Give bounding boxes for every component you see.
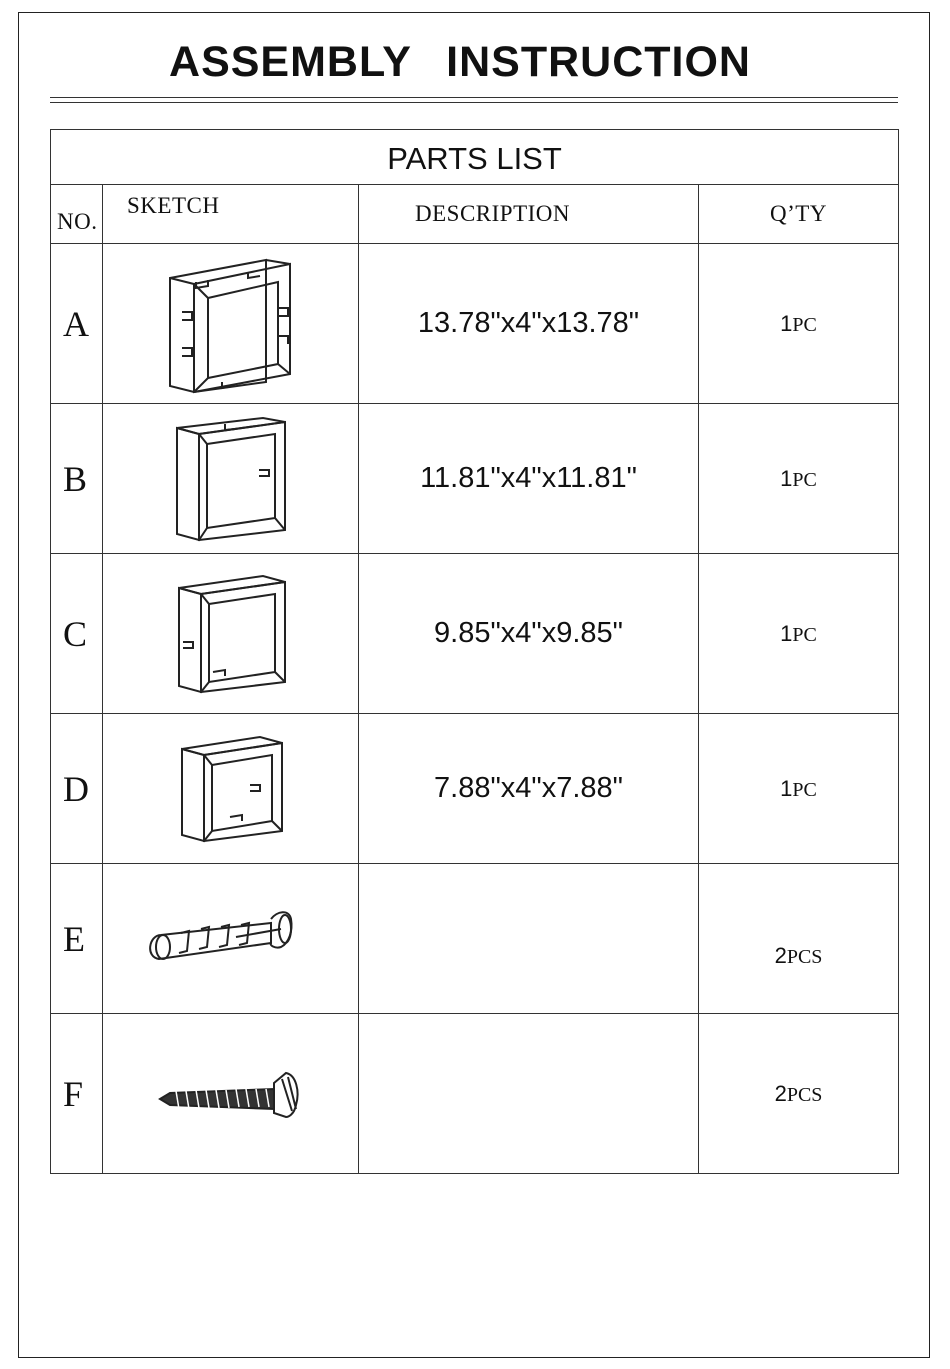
part-description: 7.88"x4"x7.88" <box>359 714 699 864</box>
table-row <box>51 554 899 714</box>
part-no: C <box>51 554 103 714</box>
part-description <box>359 1014 699 1174</box>
title-rule-top <box>50 97 898 98</box>
qty-number: 2 <box>774 1080 787 1106</box>
qty-unit: PC <box>792 778 817 801</box>
part-no: D <box>51 714 103 864</box>
column-header-description: DESCRIPTION <box>359 185 699 244</box>
qty-unit: PC <box>792 623 817 646</box>
part-qty <box>699 864 899 1014</box>
square-frame-small-icon <box>175 572 287 696</box>
qty-number: 1 <box>780 775 793 801</box>
table-row <box>51 864 899 1014</box>
table-row <box>51 404 899 554</box>
part-no: B <box>51 404 103 554</box>
part-description <box>359 864 699 1014</box>
part-qty <box>699 1014 899 1174</box>
part-no: F <box>51 1014 103 1174</box>
title-rule-bottom <box>50 102 898 103</box>
qty-number: 1 <box>780 620 793 646</box>
part-qty <box>699 244 899 404</box>
column-header-no: NO. <box>51 185 103 244</box>
table-row <box>51 714 899 864</box>
column-header-sketch: SKETCH <box>103 185 359 244</box>
square-frame-large-icon <box>166 254 296 394</box>
part-description: 9.85"x4"x9.85" <box>359 554 699 714</box>
parts-list-table <box>50 129 899 1174</box>
qty-number: 1 <box>780 310 793 336</box>
square-frame-medium-icon <box>173 414 289 544</box>
table-row <box>51 1014 899 1174</box>
part-description: 13.78"x4"x13.78" <box>359 244 699 404</box>
screw-icon <box>156 1069 306 1119</box>
part-qty <box>699 554 899 714</box>
part-no: E <box>51 864 103 1014</box>
wall-anchor-icon <box>141 909 321 969</box>
qty-number: 1 <box>780 465 793 491</box>
document-title: ASSEMBLY INSTRUCTION <box>169 38 751 86</box>
part-no: A <box>51 244 103 404</box>
part-qty <box>699 714 899 864</box>
part-description: 11.81"x4"x11.81" <box>359 404 699 554</box>
qty-unit: PCS <box>786 946 823 968</box>
qty-unit: PC <box>792 313 817 336</box>
parts-list-heading: PARTS LIST <box>51 130 899 185</box>
part-qty <box>699 404 899 554</box>
table-row <box>51 244 899 404</box>
column-header-qty: Q’TY <box>699 185 899 244</box>
qty-number: 2 <box>774 943 787 968</box>
square-frame-smallest-icon <box>178 733 284 845</box>
qty-unit: PC <box>792 468 817 491</box>
qty-unit: PCS <box>786 1083 823 1106</box>
